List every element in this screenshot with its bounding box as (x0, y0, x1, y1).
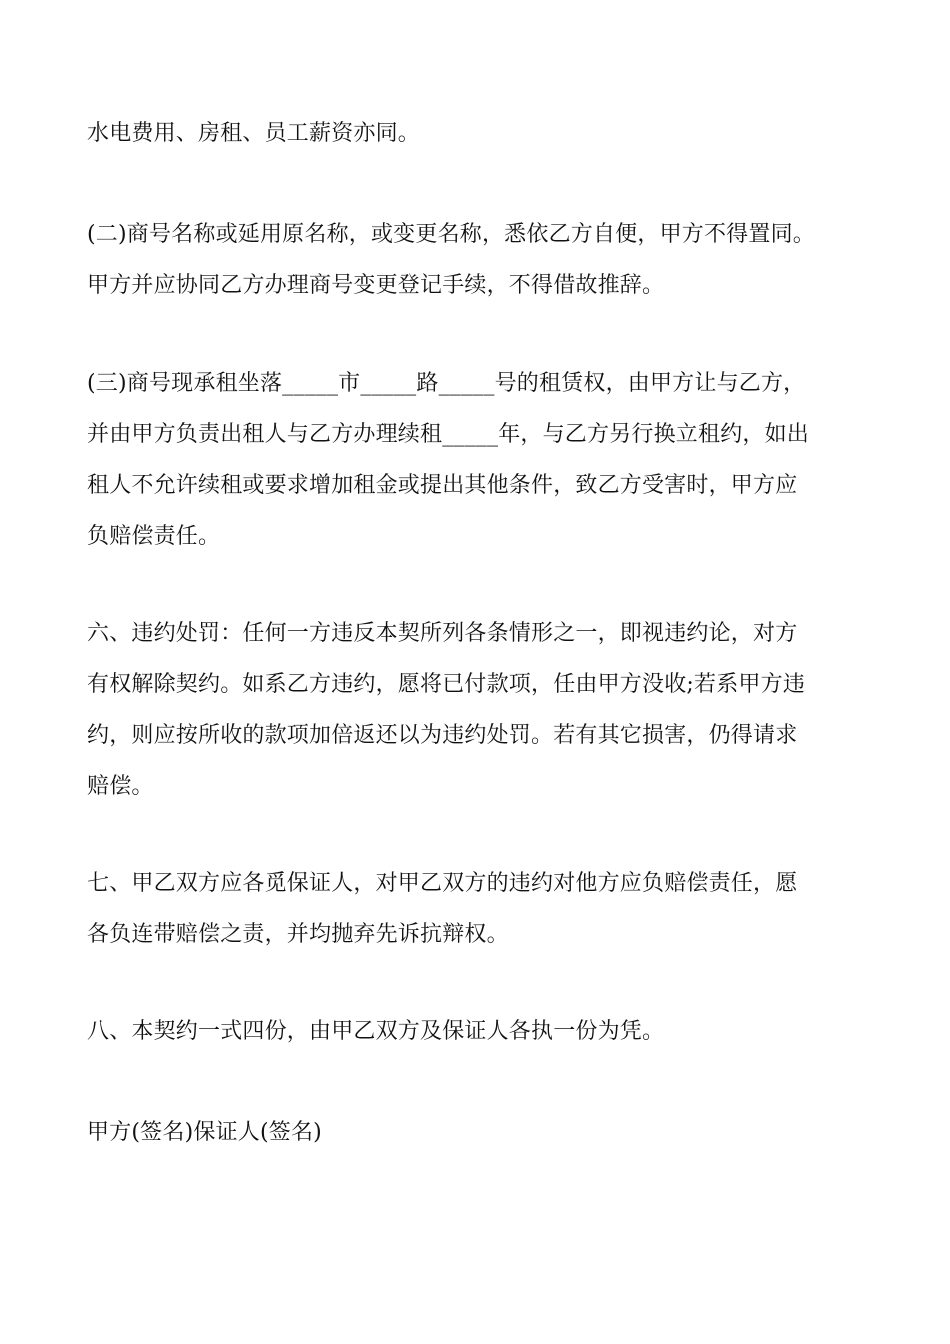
paragraph-line: 负赔偿责任。 (87, 524, 221, 549)
paragraph-line: 甲方(签名)保证人(签名) (87, 1120, 322, 1145)
paragraph-line: 水电费用、房租、员工薪资亦同。 (87, 121, 421, 146)
paragraph-line: 八、本契约一式四份，由甲乙双方及保证人各执一份为凭。 (87, 1019, 665, 1044)
paragraph-line: 各负连带赔偿之责，并均抛弃先诉抗辩权。 (87, 922, 509, 947)
paragraph-line: 六、违约处罚：任何一方违反本契所列各条情形之一，即视违约论，对方 (87, 621, 798, 646)
signature-line-paragraph (87, 1107, 877, 1158)
paragraph-line: 甲方并应协同乙方办理商号变更登记手续，不得借故推辞。 (87, 273, 665, 298)
paragraph-line: 租人不允许续租或要求增加租金或提出其他条件，致乙方受害时，甲方应 (87, 473, 798, 498)
section-8-paragraph (87, 1006, 877, 1057)
paragraph-line: 约，则应按所收的款项加倍返还以为违约处罚。若有其它损害，仍得请求 (87, 723, 798, 748)
section-7-paragraph (87, 858, 877, 960)
section-6-paragraph (87, 608, 877, 812)
paragraph-line: 七、甲乙双方应各觅保证人，对甲乙双方的违约对他方应负赔偿责任，愿 (87, 871, 798, 896)
clause-3-paragraph (87, 358, 877, 562)
paragraph-line: 有权解除契约。如系乙方违约，愿将已付款项，任由甲方没收;若系甲方违 (87, 672, 806, 697)
paragraph-line: (二)商号名称或延用原名称，或变更名称，悉依乙方自便，甲方不得置同。 (87, 222, 815, 247)
utilities-note-paragraph (87, 108, 877, 159)
paragraph-line: (三)商号现承租坐落_____市_____路_____号的租赁权，由甲方让与乙方， (87, 371, 806, 396)
paragraph-line: 并由甲方负责出租人与乙方办理续租_____年，与乙方另行换立租约，如出 (87, 422, 810, 447)
paragraph-line: 赔偿。 (87, 774, 154, 799)
clause-2-paragraph (87, 209, 877, 311)
